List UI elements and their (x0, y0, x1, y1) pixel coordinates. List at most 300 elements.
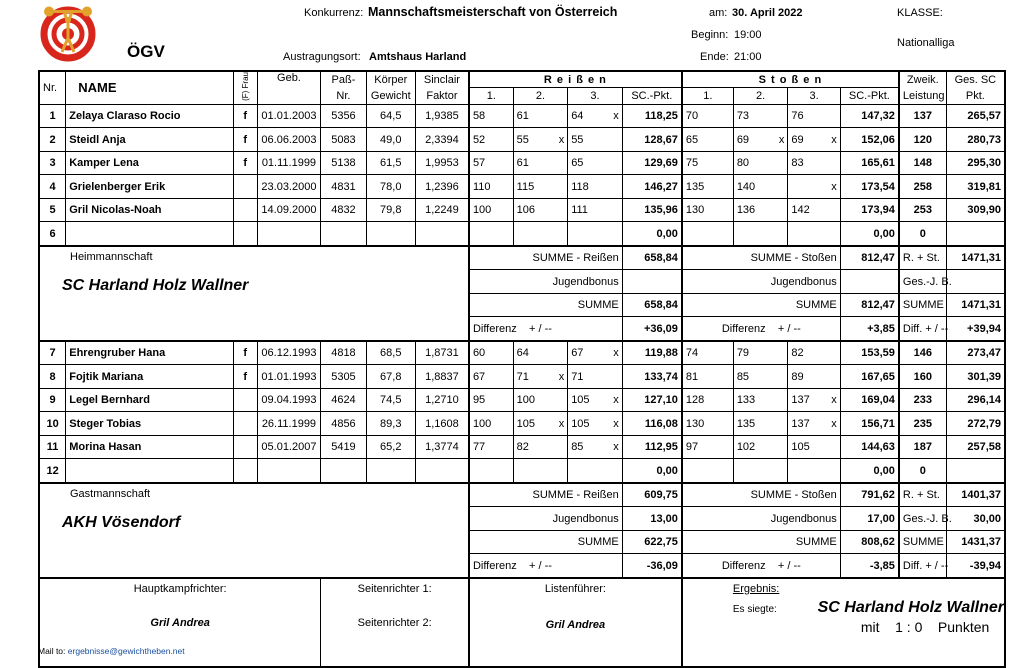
col-ssc: SC.-Pkt. (840, 88, 899, 104)
attempt-weight: 130 (685, 204, 705, 217)
end-label: Ende: (700, 51, 729, 63)
attempt-cell (788, 175, 840, 199)
start-value: 19:00 (734, 29, 762, 41)
table-row (39, 459, 1005, 483)
athlete-birthdate: 01.01.2003 (257, 104, 321, 128)
attempt-weight: 110 (472, 180, 491, 193)
attempt-weight: 71 (571, 370, 584, 383)
gesjb-total: 30,00 (946, 507, 1005, 531)
attempt-cell (682, 104, 733, 128)
team-role-label: Heimmannschaft (70, 250, 153, 263)
lf-label: Listenführer: (544, 582, 606, 595)
athlete-female: f (233, 104, 257, 128)
attempt-weight: 81 (685, 370, 699, 383)
venue-value: Amtshaus Harland (369, 51, 467, 63)
athlete-pass-nr (321, 459, 366, 483)
total-kg: 258 (899, 175, 946, 199)
gesjb-label: Ges.-J. B. (899, 507, 946, 531)
sum-snatch: 609,75 (622, 483, 682, 507)
attempt-cell (469, 151, 513, 175)
athlete-nr: 2 (39, 128, 66, 152)
attempt-cell (682, 365, 733, 389)
athlete-name: Gril Nicolas-Noah (66, 198, 234, 222)
attempt-weight: 102 (736, 441, 756, 454)
table-row (39, 175, 1005, 199)
summe-total-label: SUMME (899, 293, 946, 317)
lf-name: Gril Andrea (545, 618, 606, 631)
attempt-cell (733, 388, 788, 412)
summary-row (39, 483, 1005, 507)
athlete-female (233, 459, 257, 483)
attempt-cell (733, 435, 788, 459)
athlete-nr: 1 (39, 104, 66, 128)
athlete-sinclair: 1,1608 (415, 412, 468, 436)
summe-snatch: 658,84 (622, 293, 682, 317)
attempt-weight: 83 (791, 157, 804, 170)
athlete-sinclair: 1,2396 (415, 175, 468, 199)
col-s3: 3. (788, 88, 840, 104)
attempt-invalid-mark: x (831, 394, 837, 407)
total-kg: 253 (899, 198, 946, 222)
athlete-female: f (233, 151, 257, 175)
total-sc-points: 301,39 (946, 365, 1005, 389)
attempt-weight: 57 (472, 157, 486, 170)
total-kg: 235 (899, 412, 946, 436)
cj-sc-points: 165,61 (840, 151, 899, 175)
attempt-invalid-mark: x (831, 417, 837, 430)
result-label: Ergebnis: (732, 582, 780, 595)
summary-row (39, 246, 1005, 270)
rst-total: 1471,31 (946, 246, 1005, 270)
attempt-weight: 137 (791, 394, 810, 407)
bonus-cj-label: Jugendbonus (682, 270, 840, 294)
diff-snatch-label: Differenz + / -- (469, 554, 622, 578)
listenfuehrer-block (469, 578, 682, 667)
col-geb: Geb. (257, 71, 321, 104)
attempt-weight: 61 (516, 110, 529, 123)
diff-snatch-label: Differenz + / -- (469, 317, 622, 341)
attempt-cell (568, 412, 623, 436)
start-label: Beginn: (691, 29, 729, 41)
athlete-name (66, 222, 234, 246)
attempt-weight: 133 (736, 394, 756, 407)
athlete-sinclair: 1,9953 (415, 151, 468, 175)
athlete-birthdate (257, 222, 321, 246)
result-block (682, 578, 1005, 667)
col-koerper: Körper (366, 71, 415, 88)
attempt-cell (469, 388, 513, 412)
col-leistung: Leistung (899, 88, 946, 104)
diff-total: +39,94 (946, 317, 1005, 341)
total-sc-points: 272,79 (946, 412, 1005, 436)
col-faktor: Faktor (415, 88, 468, 104)
athlete-female (233, 222, 257, 246)
summe-cj: 808,62 (840, 530, 899, 554)
athlete-female: f (233, 365, 257, 389)
winner-label: Es siegte: (732, 603, 777, 615)
class-label: KLASSE: (897, 7, 943, 19)
competition-label: Konkurrenz: (304, 7, 364, 19)
attempt-weight: 64 (571, 110, 584, 123)
attempt-cell (733, 104, 788, 128)
athlete-name: Kamper Lena (66, 151, 234, 175)
athlete-nr: 7 (39, 341, 66, 365)
athlete-nr: 3 (39, 151, 66, 175)
attempt-cell (513, 151, 568, 175)
email-link[interactable]: ergebnisse@gewichtheben.net (67, 646, 185, 656)
col-r1: 1. (469, 88, 513, 104)
attempt-weight: 89 (791, 370, 804, 383)
gesjb-total (946, 270, 1005, 294)
attempt-cell (513, 175, 568, 199)
attempt-cell (513, 128, 568, 152)
athlete-female (233, 388, 257, 412)
ogv-logo-icon (40, 4, 96, 60)
cj-sc-points: 173,54 (840, 175, 899, 199)
attempt-cell (788, 151, 840, 175)
attempt-cell (682, 222, 733, 246)
attempt-cell (568, 341, 623, 365)
attempt-invalid-mark: x (831, 180, 837, 193)
bonus-snatch (622, 270, 682, 294)
col-pass: Paß- (321, 71, 366, 88)
attempt-cell (733, 175, 788, 199)
athlete-sinclair: 1,8837 (415, 365, 468, 389)
attempt-weight: 137 (791, 417, 810, 430)
attempt-cell (788, 435, 840, 459)
cj-sc-points: 147,32 (840, 104, 899, 128)
col-frau (233, 71, 257, 104)
athlete-bodyweight: 78,0 (366, 175, 415, 199)
attempt-weight: 85 (571, 441, 584, 454)
total-kg: 187 (899, 435, 946, 459)
total-kg: 148 (899, 151, 946, 175)
total-kg: 233 (899, 388, 946, 412)
hkr-name: Gril Andrea (150, 616, 210, 629)
attempt-cell (682, 341, 733, 365)
total-kg: 160 (899, 365, 946, 389)
col-rsc: SC.-Pkt. (622, 88, 682, 104)
bonus-cj-label: Jugendbonus (682, 507, 840, 531)
end-value: 21:00 (734, 51, 762, 63)
competition-value: Mannschaftsmeisterschaft von Österreich (368, 5, 618, 19)
attempt-weight: 69 (736, 133, 750, 146)
total-sc-points: 319,81 (946, 175, 1005, 199)
athlete-sinclair: 1,8731 (415, 341, 468, 365)
attempt-cell (682, 435, 733, 459)
athlete-bodyweight: 74,5 (366, 388, 415, 412)
snatch-sc-points: 116,08 (622, 412, 682, 436)
athlete-bodyweight: 49,0 (366, 128, 415, 152)
team-block (39, 483, 469, 578)
athlete-bodyweight: 67,8 (366, 365, 415, 389)
attempt-weight: 61 (516, 157, 529, 170)
attempt-invalid-mark: x (558, 133, 565, 146)
attempt-cell (733, 341, 788, 365)
attempt-cell (733, 412, 788, 436)
col-gewicht: Gewicht (366, 88, 415, 104)
attempt-cell (568, 151, 623, 175)
table-row (39, 365, 1005, 389)
attempt-weight: 136 (736, 204, 756, 217)
attempt-cell (568, 365, 623, 389)
athlete-bodyweight: 65,2 (366, 435, 415, 459)
attempt-cell (682, 175, 733, 199)
snatch-sc-points: 0,00 (622, 459, 682, 483)
sum-snatch-label: SUMME - Reißen (469, 246, 622, 270)
sr2-label: Seitenrichter 2: (357, 616, 432, 629)
sum-cj-label: SUMME - Stoßen (682, 246, 840, 270)
attempt-cell (733, 365, 788, 389)
snatch-sc-points: 133,74 (622, 365, 682, 389)
athlete-name: Grielenberger Erik (66, 175, 234, 199)
cj-sc-points: 167,65 (840, 365, 899, 389)
diff-cj: +3,85 (840, 317, 899, 341)
attempt-weight: 128 (685, 394, 705, 407)
attempt-cell (682, 128, 733, 152)
attempt-weight: 105 (571, 394, 590, 407)
attempt-weight: 130 (685, 417, 705, 430)
athlete-pass-nr: 5083 (321, 128, 366, 152)
total-kg: 146 (899, 341, 946, 365)
cj-sc-points: 0,00 (840, 222, 899, 246)
attempt-weight: 77 (472, 441, 486, 454)
cj-sc-points: 144,63 (840, 435, 899, 459)
attempt-cell (788, 104, 840, 128)
col-name: NAME (66, 71, 234, 104)
col-s2: 2. (733, 88, 788, 104)
attempt-weight: 105 (791, 441, 810, 454)
athlete-pass-nr: 4856 (321, 412, 366, 436)
bonus-snatch: 13,00 (622, 507, 682, 531)
attempt-weight: 111 (571, 204, 588, 217)
attempt-weight: 76 (791, 110, 804, 123)
athlete-nr: 9 (39, 388, 66, 412)
total-kg: 120 (899, 128, 946, 152)
attempt-invalid-mark: x (558, 370, 565, 383)
table-row (39, 151, 1005, 175)
total-sc-points: 280,73 (946, 128, 1005, 152)
athlete-pass-nr (321, 222, 366, 246)
attempt-weight: 55 (516, 133, 529, 146)
attempt-invalid-mark: x (613, 441, 619, 454)
diff-cj-label: Differenz + / -- (682, 317, 840, 341)
athlete-birthdate: 14.09.2000 (257, 198, 321, 222)
snatch-sc-points: 118,25 (622, 104, 682, 128)
attempt-cell (568, 175, 623, 199)
col-s1: 1. (682, 88, 733, 104)
attempt-cell (788, 412, 840, 436)
attempt-weight: 100 (472, 417, 492, 430)
col-reissen: R e i ß e n (469, 71, 682, 88)
athlete-pass-nr: 4832 (321, 198, 366, 222)
table-row (39, 435, 1005, 459)
table-row (39, 341, 1005, 365)
athlete-birthdate: 23.03.2000 (257, 175, 321, 199)
bonus-cj: 17,00 (840, 507, 899, 531)
attempt-cell (513, 388, 568, 412)
athlete-female (233, 435, 257, 459)
attempt-cell (568, 222, 623, 246)
athlete-birthdate: 01.11.1999 (257, 151, 321, 175)
col-zweik: Zweik. (899, 71, 946, 88)
attempt-cell (788, 365, 840, 389)
attempt-weight: 55 (571, 133, 584, 146)
attempt-weight: 100 (516, 394, 536, 407)
diff-total: -39,94 (946, 554, 1005, 578)
attempt-cell (682, 198, 733, 222)
snatch-sc-points: 112,95 (622, 435, 682, 459)
snatch-sc-points: 146,27 (622, 175, 682, 199)
rst-total: 1401,37 (946, 483, 1005, 507)
athlete-birthdate (257, 459, 321, 483)
athlete-bodyweight: 61,5 (366, 151, 415, 175)
diff-total-label: Diff. + / -- (899, 554, 946, 578)
athlete-sinclair: 1,9385 (415, 104, 468, 128)
snatch-sc-points: 0,00 (622, 222, 682, 246)
athlete-female (233, 175, 257, 199)
attempt-cell (513, 198, 568, 222)
attempt-weight: 52 (472, 133, 486, 146)
attempt-weight: 75 (685, 157, 699, 170)
attempt-cell (568, 459, 623, 483)
result-score: mit 1 : 0 Punkten (860, 618, 990, 635)
table-row (39, 388, 1005, 412)
attempt-weight: 67 (571, 347, 584, 360)
attempt-cell (788, 341, 840, 365)
athlete-female (233, 198, 257, 222)
attempt-weight: 65 (571, 157, 584, 170)
cj-sc-points: 153,59 (840, 341, 899, 365)
diff-snatch: -36,09 (622, 554, 682, 578)
snatch-sc-points: 135,96 (622, 198, 682, 222)
venue-label: Austragungsort: (283, 51, 361, 63)
attempt-invalid-mark: x (613, 394, 619, 407)
athlete-pass-nr: 5419 (321, 435, 366, 459)
attempt-weight: 69 (791, 133, 804, 146)
athlete-pass-nr: 4624 (321, 388, 366, 412)
diff-snatch: +36,09 (622, 317, 682, 341)
attempt-weight: 71 (516, 370, 529, 383)
athlete-bodyweight: 64,5 (366, 104, 415, 128)
attempt-cell (469, 435, 513, 459)
attempt-weight: 64 (516, 347, 529, 360)
rst-label: R. + St. (899, 483, 946, 507)
athlete-name: Steger Tobias (66, 412, 234, 436)
col-pass2: Nr. (321, 88, 366, 104)
attempt-weight: 106 (516, 204, 536, 217)
summe-total: 1471,31 (946, 293, 1005, 317)
summe-cj-label: SUMME (682, 293, 840, 317)
athlete-name: Zelaya Claraso Rocio (66, 104, 234, 128)
snatch-sc-points: 127,10 (622, 388, 682, 412)
attempt-cell (733, 151, 788, 175)
attempt-cell (469, 198, 513, 222)
athlete-sinclair: 1,2249 (415, 198, 468, 222)
attempt-cell (568, 128, 623, 152)
attempt-weight: 60 (472, 347, 486, 360)
athlete-nr: 10 (39, 412, 66, 436)
rst-label: R. + St. (899, 246, 946, 270)
athlete-bodyweight: 79,8 (366, 198, 415, 222)
attempt-cell (568, 388, 623, 412)
athlete-female: f (233, 341, 257, 365)
attempt-cell (513, 459, 568, 483)
mail-label: Mail to: (38, 646, 66, 656)
athlete-sinclair (415, 459, 468, 483)
bonus-cj (840, 270, 899, 294)
total-sc-points: 296,14 (946, 388, 1005, 412)
col-gessc: Ges. SC (946, 71, 1005, 88)
cj-sc-points: 169,04 (840, 388, 899, 412)
attempt-weight: 58 (472, 110, 486, 123)
attempt-cell (469, 412, 513, 436)
col-pkt: Pkt. (946, 88, 1005, 104)
col-r3: 3. (568, 88, 623, 104)
athlete-sinclair: 1,2710 (415, 388, 468, 412)
attempt-cell (733, 222, 788, 246)
athlete-birthdate: 09.04.1993 (257, 388, 321, 412)
hkr-label: Hauptkampfrichter: (133, 582, 227, 595)
attempt-weight: 97 (685, 441, 699, 454)
cj-sc-points: 0,00 (840, 459, 899, 483)
attempt-weight: 142 (791, 204, 810, 217)
athlete-pass-nr: 4818 (321, 341, 366, 365)
athlete-nr: 5 (39, 198, 66, 222)
total-sc-points: 309,90 (946, 198, 1005, 222)
attempt-weight: 95 (472, 394, 486, 407)
summe-total-label: SUMME (899, 530, 946, 554)
attempt-cell (469, 222, 513, 246)
athlete-bodyweight: 68,5 (366, 341, 415, 365)
result-sheet (38, 70, 1006, 668)
col-nr: Nr. (39, 71, 66, 104)
attempt-cell (568, 435, 623, 459)
date-value: 30. April 2022 (732, 7, 803, 19)
diff-total-label: Diff. + / -- (899, 317, 946, 341)
total-sc-points: 257,58 (946, 435, 1005, 459)
total-sc-points: 273,47 (946, 341, 1005, 365)
attempt-invalid-mark: x (613, 110, 619, 123)
table-row (39, 198, 1005, 222)
total-sc-points (946, 459, 1005, 483)
attempt-weight: 67 (472, 370, 486, 383)
attempt-weight: 135 (736, 417, 756, 430)
total-kg: 0 (899, 459, 946, 483)
bonus-snatch-label: Jugendbonus (469, 270, 622, 294)
athlete-sinclair (415, 222, 468, 246)
cj-sc-points: 152,06 (840, 128, 899, 152)
athlete-birthdate: 01.01.1993 (257, 365, 321, 389)
team-role-label: Gastmannschaft (70, 487, 151, 500)
summe-snatch-label: SUMME (469, 530, 622, 554)
attempt-cell (469, 365, 513, 389)
attempt-weight: 118 (571, 180, 589, 193)
athlete-name: Fojtik Mariana (66, 365, 234, 389)
athlete-nr: 11 (39, 435, 66, 459)
col-stossen: S t o ß e n (682, 71, 899, 88)
summe-snatch: 622,75 (622, 530, 682, 554)
attempt-cell (513, 104, 568, 128)
athlete-nr: 12 (39, 459, 66, 483)
sum-cj-label: SUMME - Stoßen (682, 483, 840, 507)
attempt-weight: 70 (685, 110, 699, 123)
sum-cj: 791,62 (840, 483, 899, 507)
attempt-invalid-mark: x (613, 417, 619, 430)
attempt-cell (733, 198, 788, 222)
table-row (39, 104, 1005, 128)
attempt-weight: 73 (736, 110, 750, 123)
